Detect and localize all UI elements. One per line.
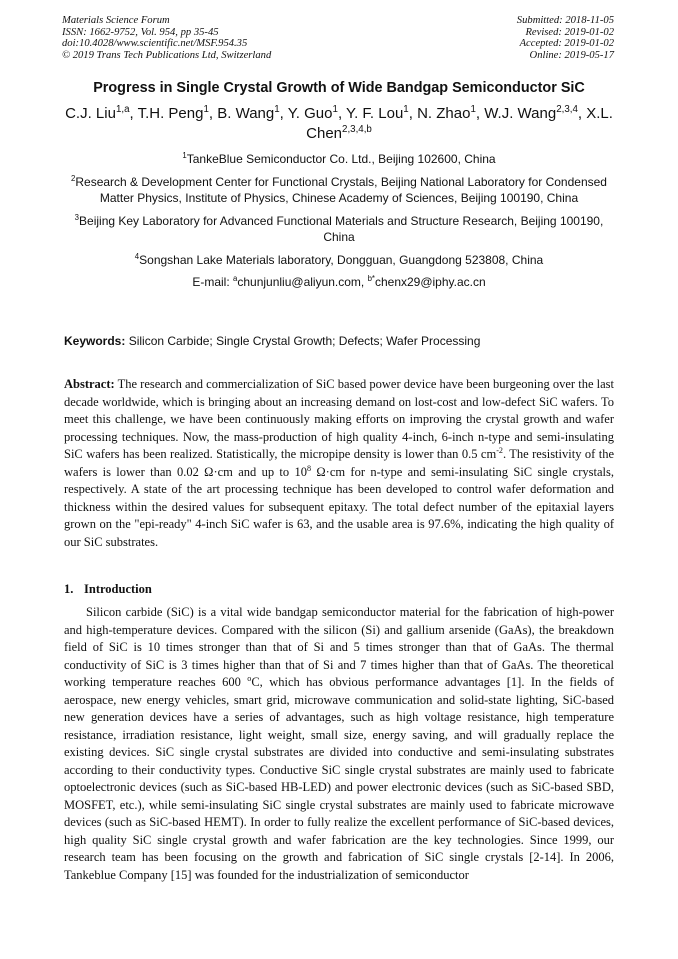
author: N. Zhao$^1$ — [417, 104, 476, 122]
journal-name: Materials Science Forum — [62, 15, 170, 26]
affiliations — [64, 151, 614, 297]
journal-issn: ISSN: 1662-9752, Vol. 954, pp 35-45 — [62, 26, 219, 38]
journal-doi: doi:10.4028/www.scientific.net/MSF.954.35 — [62, 38, 248, 50]
affiliation: $^2$Research & Development Center for Functional Crystals, Beijing National Laboratory for Condensed Matter Physics, Institute of Physics, Chinese Academy of Sciences, Beijing 100190, China — [71, 173, 607, 205]
author: B. Wang$^1$ — [217, 104, 280, 122]
email-line: E-mail: $^a$chunjunliu@aliyun.com, $^{b*}$chenx29@iphy.ac.cn — [192, 274, 486, 289]
abstract: Abstract: The research and commercialization of SiC based power device have been burgeoning over the last decade worldwide, which is bringing about an increasing demand on lost-cost and low-defect SiC wafers. To meet this challenge, we have been continuously making efforts on improving the crystal growth and wafer processing techniques. Now, the mass-production of high quality 4-inch, 6-inch n-type and semi-insulating SiC wafers has been realized. Statistically, the micropipe density is lower than 0.5 $cm^{-2}$. The resistivity of the wafers is lower than 0.02 Ω·cm and up to $10^8$ Ω·cm for n-type and semi-insulating SiC single crystals, respectively. A state of the art processing technique has been developed to control wafer deformation and thickness within the desired values for subsequent epitaxy. The total defect number of the epitaxial layers grown on the "epi-ready" 4-inch SiC wafer is 63, and the usable area is 97.6%, indicating the high quality of our SiC substrates. — [64, 377, 614, 549]
section-heading-introduction — [64, 582, 152, 597]
section-number: 1. — [64, 582, 74, 596]
author: T.H. Peng$^1$ — [137, 104, 209, 122]
date-revised: Revised: 2019-01-02 — [525, 26, 614, 38]
author: C.J. Liu$^{1,a}$ — [65, 104, 130, 122]
keywords-label: Keywords: — [64, 334, 126, 348]
author: W.J. Wang$^{2,3,4}$ — [484, 104, 578, 122]
affiliation: $^1$TankeBlue Semiconductor Co. Ltd., Beijing 102600, China — [182, 151, 496, 166]
introduction-paragraph: Silicon carbide (SiC) is a vital wide bandgap semiconductor material for the fabrication of high-power and high-temperature devices. Compared with the silicon (Si) and gallium arsenide (GaAs), the breakdown field of SiC is 10 times stronger than that of Si and 5 times stronger than that of GaAs. The thermal conductivity of SiC is 3 times higher than that of Si and 7 times higher than that of GaAs. The theoretical working temperature reaches 600 $^o$C, which has obvious performance advantages [1]. In the fields of aerospace, new energy vehicles, smart grid, microwave communication and solid-state lighting, SiC-based new generation devices have a series of advantages, such as high voltage resistance, high temperature resistance, irradiation resistance, light weight, small size, energy saving, and will gradually replace the existing devices. SiC single crystal substrates are divided into conductive and semi-insulating substrates according to their conductivity types. Conductive SiC single crystal substrates are mainly used to fabricate optoelectronic devices (such as SiC-based HB-LED) and power electronic devices (such as SiC-based SBD, MOSFET, etc.), while semi-insulating SiC single crystal substrates are mainly used to fabricate microwave devices (such as SiC-based HEMT). In order to fully realize the excellent performance of SiC-based devices, high quality SiC single crystal growth and wafer fabrication are the key technologies. Since 1999, our research team has been focusing on the growth and fabrication of SiC single crystals [2-14]. In 2006, Tankeblue Company [15] was founded for the industrialization of semiconductor — [64, 605, 614, 882]
journal-copyright: © 2019 Trans Tech Publications Ltd, Switzerland — [62, 49, 272, 61]
date-online: Online: 2019-05-17 — [529, 49, 614, 61]
date-accepted: Accepted: 2019-01-02 — [519, 38, 614, 50]
paper-title: Progress in Single Crystal Growth of Wide Bandgap Semiconductor SiC — [93, 80, 585, 96]
email-link-a[interactable]: chunjunliu@aliyun.com, — [237, 275, 368, 289]
author: X.L. Chen$^{2,3,4,b}$ — [306, 105, 613, 142]
affiliation: $^4$Songshan Lake Materials laboratory, Dongguan, Guangdong 523808, China — [134, 251, 544, 267]
section-title: Introduction — [84, 582, 152, 596]
keywords-text: Silicon Carbide; Single Crystal Growth; Defects; Wafer Processing — [128, 334, 481, 348]
abstract-label: Abstract: — [64, 377, 115, 391]
date-submitted: Submitted: 2018-11-05 — [516, 15, 614, 26]
keywords — [64, 334, 624, 348]
email-link-b[interactable]: chenx29@iphy.ac.cn — [374, 275, 486, 289]
author: Y. Guo$^1$ — [287, 104, 338, 122]
dates-header — [517, 15, 614, 61]
journal-header — [62, 15, 271, 61]
affiliation: $^3$Beijing Key Laboratory for Advanced Functional Materials and Structure Research, Beijing 100190, China — [74, 212, 604, 244]
author-list: C.J. Liu$^{1,a}$, T.H. Peng$^1$, B. Wang$^1$, Y. Guo$^1$, Y. F. Lou$^1$, N. Zhao$^1$, W.J. Wang$^{2,3,4}$, X.L. Chen$^{2,3,4,b}$ — [65, 104, 613, 142]
author: Y. F. Lou$^1$ — [346, 104, 409, 122]
